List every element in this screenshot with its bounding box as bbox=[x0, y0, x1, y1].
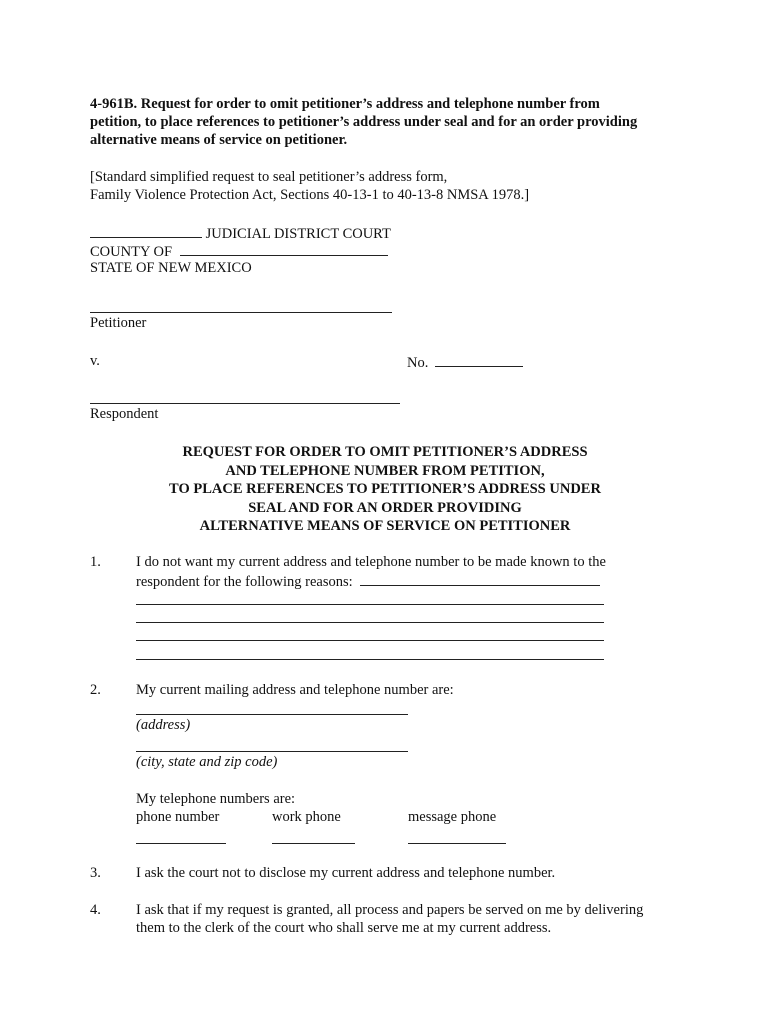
address-blank[interactable] bbox=[136, 714, 408, 715]
rule-heading-line3: alternative means of service on petitioner. bbox=[90, 132, 348, 148]
petitioner-name-blank[interactable] bbox=[90, 312, 392, 313]
state-label: STATE OF NEW MEXICO bbox=[90, 260, 252, 276]
address-label: (address) bbox=[136, 717, 191, 733]
item3-number: 3. bbox=[90, 865, 101, 881]
message-phone-blank[interactable] bbox=[408, 843, 506, 844]
case-number-blank[interactable] bbox=[435, 352, 523, 367]
phone-number-label: phone number bbox=[136, 809, 220, 825]
form-title-line1: REQUEST FOR ORDER TO OMIT PETITIONER’S ADDRESS bbox=[182, 444, 588, 460]
respondent-label: Respondent bbox=[90, 406, 159, 422]
phones-intro: My telephone numbers are: bbox=[136, 791, 296, 807]
case-number-line bbox=[407, 352, 523, 373]
county-label: COUNTY OF bbox=[90, 244, 173, 260]
item3-text: I ask the court not to disclose my current address and telephone number. bbox=[136, 865, 556, 881]
item4-text-line2: them to the clerk of the court who shall serve me at my current address. bbox=[136, 920, 552, 936]
rule-note-line1: [Standard simplified request to seal petitioner’s address form, bbox=[90, 169, 448, 185]
rule-heading-line1: 4-961B. Request for order to omit petitioner’s address and telephone number from bbox=[90, 96, 600, 112]
rule-heading-line2: petition, to place references to petitioner’s address under seal and for an order providing bbox=[90, 114, 638, 130]
reasons-blank-4[interactable] bbox=[136, 640, 604, 641]
form-title-line5: ALTERNATIVE MEANS OF SERVICE ON PETITIONER bbox=[199, 518, 571, 534]
reasons-blank-5[interactable] bbox=[136, 659, 604, 660]
item1-text-line2-row bbox=[136, 571, 600, 592]
work-phone-label: work phone bbox=[272, 809, 341, 825]
form-title bbox=[90, 443, 680, 536]
form-title-line2: AND TELEPHONE NUMBER FROM PETITION, bbox=[225, 462, 545, 479]
versus-label: v. bbox=[90, 353, 100, 369]
judicial-district-blank[interactable] bbox=[90, 223, 202, 238]
city-state-zip-label: (city, state and zip code) bbox=[136, 754, 278, 770]
message-phone-label: message phone bbox=[408, 809, 497, 825]
form-title-line3: TO PLACE REFERENCES TO PETITIONER’S ADDRESS UNDER bbox=[169, 481, 601, 497]
item1-text-line2: respondent for the following reasons: bbox=[136, 574, 353, 590]
item1-text-line1: I do not want my current address and telephone number to be made known to the bbox=[136, 554, 606, 570]
respondent-name-blank[interactable] bbox=[90, 403, 400, 404]
case-number-label: No. bbox=[407, 355, 429, 371]
phone-number-blank[interactable] bbox=[136, 843, 226, 844]
form-title-line4: SEAL AND FOR AN ORDER PROVIDING bbox=[248, 499, 522, 516]
city-state-zip-blank[interactable] bbox=[136, 751, 408, 752]
item2-number: 2. bbox=[90, 682, 101, 698]
petitioner-label: Petitioner bbox=[90, 315, 147, 331]
reasons-blank-1[interactable] bbox=[360, 571, 600, 586]
item1-number: 1. bbox=[90, 554, 101, 570]
reasons-blank-3[interactable] bbox=[136, 622, 604, 623]
item2-text: My current mailing address and telephone number are: bbox=[136, 682, 454, 698]
item4-number: 4. bbox=[90, 902, 101, 918]
rule-note-line2: Family Violence Protection Act, Sections 40-13-1 to 40-13-8 NMSA 1978.] bbox=[90, 187, 530, 203]
court-label: JUDICIAL DISTRICT COURT bbox=[205, 226, 391, 242]
reasons-blank-2[interactable] bbox=[136, 604, 604, 605]
county-blank[interactable] bbox=[180, 241, 388, 256]
work-phone-blank[interactable] bbox=[272, 843, 355, 844]
item4-text-line1: I ask that if my request is granted, all process and papers be served on me by delivering bbox=[136, 902, 644, 918]
